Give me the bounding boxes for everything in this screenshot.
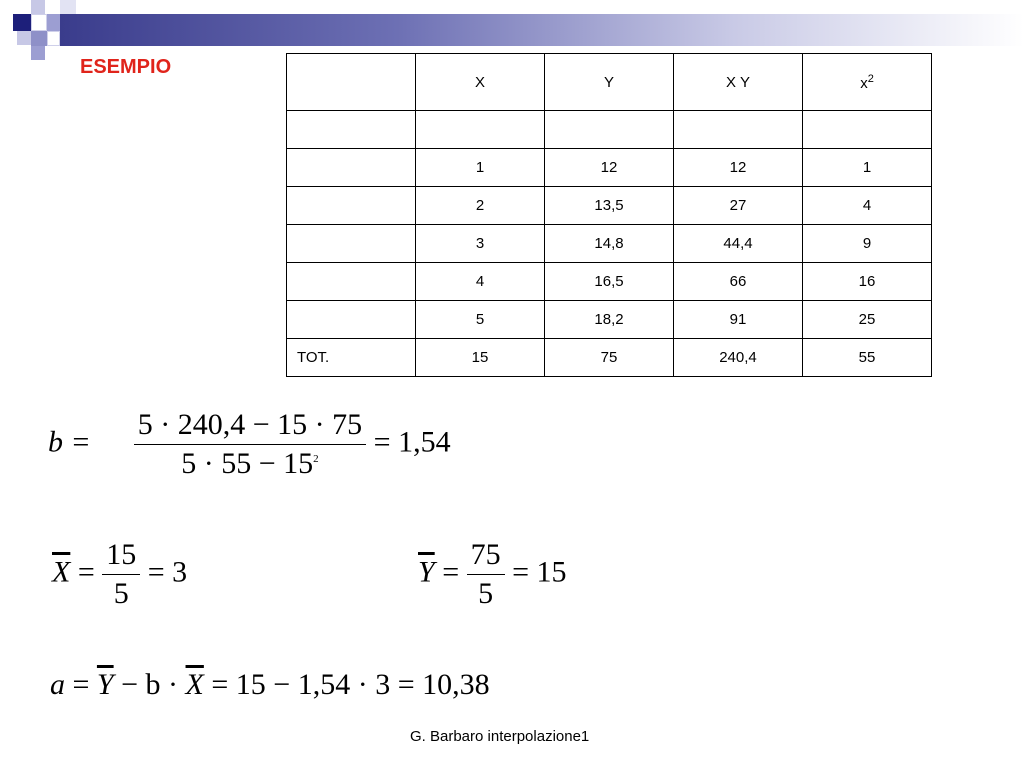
table-header-row [287, 54, 932, 111]
table-cell: 9 [803, 225, 932, 263]
decor-square [60, 0, 76, 14]
table-row [287, 301, 932, 339]
formula-b-denominator: 5 · 55 − 15 [181, 447, 314, 480]
decor-square [31, 46, 45, 60]
table-row [287, 149, 932, 187]
decor-square [47, 14, 60, 31]
formula-a-minus-b: − b · [113, 668, 186, 701]
formula-y-mean [418, 538, 567, 611]
table-cell [287, 225, 416, 263]
decor-square [31, 31, 47, 46]
table-cell: TOT. [287, 339, 416, 377]
formula-b-denominator-wrap [134, 445, 366, 481]
formula-a-eq: = [65, 668, 97, 701]
table-cell [287, 263, 416, 301]
header-x-exponent: 2 [867, 72, 874, 85]
table-cell: 12 [545, 149, 674, 187]
table-cell: 91 [674, 301, 803, 339]
table-cell: 27 [674, 187, 803, 225]
table-header-cell: X Y [674, 54, 803, 111]
table-cell: 16 [803, 263, 932, 301]
formula-x-mean-numerator: 15 [102, 538, 140, 575]
formula-y-mean-eq: = [442, 555, 460, 589]
decor-square [47, 31, 60, 46]
formula-a-var: a [50, 668, 65, 701]
table-cell: 66 [674, 263, 803, 301]
formula-y-mean-var: $\overline{Y}$ [418, 555, 435, 589]
table-cell: 2 [416, 187, 545, 225]
table-cell [545, 111, 674, 149]
table-header-cell [287, 54, 416, 111]
table-cell: 12 [674, 149, 803, 187]
formula-y-mean-numerator: 75 [467, 538, 505, 575]
decor-square [31, 14, 47, 31]
formula-a-x-mean: $\overline{X}$ [185, 668, 204, 701]
decor-square [17, 31, 31, 45]
table-cell: 15 [416, 339, 545, 377]
formula-a [50, 668, 490, 702]
table-cell [287, 111, 416, 149]
table-cell: 5 [416, 301, 545, 339]
decor-square [13, 14, 31, 31]
header-gradient-bar [60, 14, 1024, 46]
formula-b-lhs: b = [48, 425, 91, 459]
footer-text: G. Barbaro interpolazione1 [410, 728, 590, 745]
formula-x-mean [52, 538, 187, 611]
table-cell [803, 111, 932, 149]
formula-y-mean-result: = 15 [512, 555, 567, 589]
table-cell [287, 187, 416, 225]
formula-b-numerator: 5 · 240,4 − 15 · 75 [134, 408, 366, 445]
formula-x-mean-var: $\overline{X}$ [52, 555, 71, 589]
table-cell: 14,8 [545, 225, 674, 263]
table-cell [287, 301, 416, 339]
table-row [287, 111, 932, 149]
table-cell: 240,4 [674, 339, 803, 377]
formula-y-mean-denominator: 5 [478, 577, 494, 610]
table-cell: 4 [803, 187, 932, 225]
table-cell: 1 [803, 149, 932, 187]
table-header-cell: Y [545, 54, 674, 111]
table-cell [416, 111, 545, 149]
formula-y-mean-fraction [467, 538, 505, 611]
table-cell: 75 [545, 339, 674, 377]
decor-square [31, 0, 45, 14]
formula-x-mean-eq: = [77, 555, 95, 589]
formula-b-result: = 1,54 [373, 425, 451, 459]
table-header-cell [803, 54, 932, 111]
table-cell: 44,4 [674, 225, 803, 263]
table-cell: 3 [416, 225, 545, 263]
table-cell: 13,5 [545, 187, 674, 225]
table-row [287, 225, 932, 263]
table-cell [287, 149, 416, 187]
formula-b-exponent: 2 [313, 453, 319, 465]
table-row [287, 187, 932, 225]
formula-x-mean-fraction [102, 538, 140, 611]
table-cell: 55 [803, 339, 932, 377]
table-cell: 4 [416, 263, 545, 301]
formula-x-mean-result: = 3 [147, 555, 188, 589]
table-cell: 25 [803, 301, 932, 339]
formula-a-y-mean: $\overline{Y}$ [96, 668, 114, 701]
table-cell: 16,5 [545, 263, 674, 301]
formula-x-mean-denominator: 5 [113, 577, 129, 610]
table-row [287, 263, 932, 301]
table-cell: 18,2 [545, 301, 674, 339]
header-x-label: x [860, 74, 868, 92]
table-row [287, 339, 932, 377]
table-header-cell: X [416, 54, 545, 111]
data-table [286, 53, 932, 377]
formula-a-rest: = 15 − 1,54 · 3 = 10,38 [203, 668, 490, 701]
formula-b-fraction [134, 408, 366, 481]
table-cell: 1 [416, 149, 545, 187]
table-cell [674, 111, 803, 149]
slide-title: ESEMPIO [80, 56, 172, 78]
formula-b [48, 408, 451, 481]
